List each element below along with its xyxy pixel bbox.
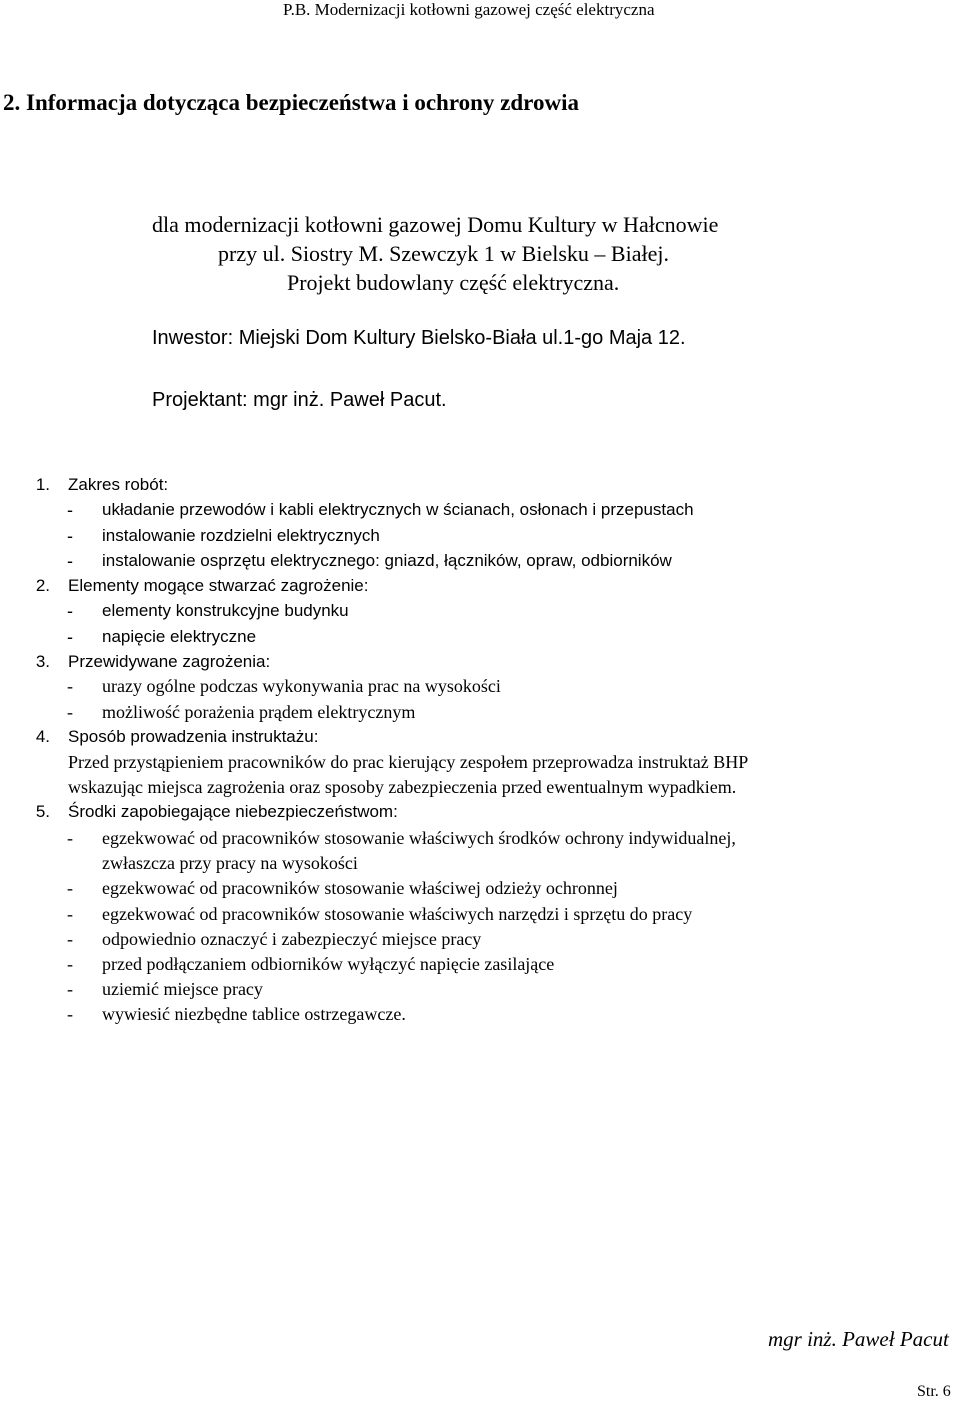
section-number: 2. xyxy=(35,576,50,595)
section-title: 2. Informacja dotycząca bezpieczeństwa i ochrony zdrowia xyxy=(3,90,579,115)
signature: mgr inż. Paweł Pacut xyxy=(768,1327,949,1351)
list-dash: - xyxy=(67,500,73,520)
investor-line: Inwestor: Miejski Dom Kultury Bielsko-Biała ul.1-go Maja 12. xyxy=(152,327,686,349)
section-number: 1. xyxy=(35,475,50,494)
section-number: 4. xyxy=(35,727,50,746)
section-heading: Zakres robót: xyxy=(68,475,169,494)
section-heading: Sposób prowadzenia instruktażu: xyxy=(68,727,319,746)
page-number: Str. 6 xyxy=(917,1383,951,1400)
list-dash: - xyxy=(67,676,73,696)
section-number: 3. xyxy=(35,652,50,671)
list-item: napięcie elektryczne xyxy=(102,627,257,646)
list-dash: - xyxy=(67,1004,73,1024)
section-number: 5. xyxy=(35,802,50,821)
list-dash: - xyxy=(67,627,73,647)
intro-line-1: dla modernizacji kotłowni gazowej Domu Kultury w Hałcnowie xyxy=(152,212,719,237)
list-dash: - xyxy=(67,904,73,924)
running-header: P.B. Modernizacji kotłowni gazowej część elektryczna xyxy=(283,0,655,19)
intro-line-2: przy ul. Siostry M. Szewczyk 1 w Bielsku – Białej. xyxy=(218,241,669,266)
paragraph-line: wskazując miejsca zagrożenia oraz sposoby zabezpieczenia przed ewentualnym wypadkiem. xyxy=(68,777,737,797)
list-item: instalowanie rozdzielni elektrycznych xyxy=(102,526,380,545)
list-dash: - xyxy=(67,702,73,722)
list-dash: - xyxy=(67,526,73,546)
list-dash: - xyxy=(67,601,73,621)
designer-line: Projektant: mgr inż. Paweł Pacut. xyxy=(152,389,447,411)
list-item: instalowanie osprzętu elektrycznego: gniazd, łączników, opraw, odbiorników xyxy=(102,551,672,570)
list-item: egzekwować od pracowników stosowanie właściwych środków ochrony indywidualnej, xyxy=(102,828,736,848)
list-item: egzekwować od pracowników stosowanie właściwych narzędzi i sprzętu do pracy xyxy=(102,904,693,924)
section-heading: Elementy mogące stwarzać zagrożenie: xyxy=(68,576,369,595)
list-item: egzekwować od pracowników stosowanie właściwej odzieży ochronnej xyxy=(102,878,618,898)
list-dash: - xyxy=(67,878,73,898)
section-heading: Środki zapobiegające niebezpieczeństwom: xyxy=(68,802,398,821)
section-heading: Przewidywane zagrożenia: xyxy=(68,652,271,671)
list-item: uziemić miejsce pracy xyxy=(102,979,263,999)
list-dash: - xyxy=(67,954,73,974)
list-dash: - xyxy=(67,828,73,848)
list-dash: - xyxy=(67,979,73,999)
list-item: przed podłączaniem odbiorników wyłączyć napięcie zasilające xyxy=(102,954,555,974)
intro-line-3: Projekt budowlany część elektryczna. xyxy=(287,270,620,295)
list-item: możliwość porażenia prądem elektrycznym xyxy=(102,702,416,722)
list-dash: - xyxy=(67,551,73,571)
list-item: odpowiednio oznaczyć i zabezpieczyć miejsce pracy xyxy=(102,929,482,949)
list-item: urazy ogólne podczas wykonywania prac na wysokości xyxy=(102,676,501,696)
list-item: elementy konstrukcyjne budynku xyxy=(102,601,349,620)
list-item: układanie przewodów i kabli elektrycznych w ścianach, osłonach i przepustach xyxy=(102,500,694,519)
paragraph-line: Przed przystąpieniem pracowników do prac kierujący zespołem przeprowadza instruktaż BHP xyxy=(68,752,749,772)
list-dash: - xyxy=(67,929,73,949)
list-item: wywiesić niezbędne tablice ostrzegawcze. xyxy=(102,1004,406,1024)
list-item-continuation: zwłaszcza przy pracy na wysokości xyxy=(102,853,358,873)
